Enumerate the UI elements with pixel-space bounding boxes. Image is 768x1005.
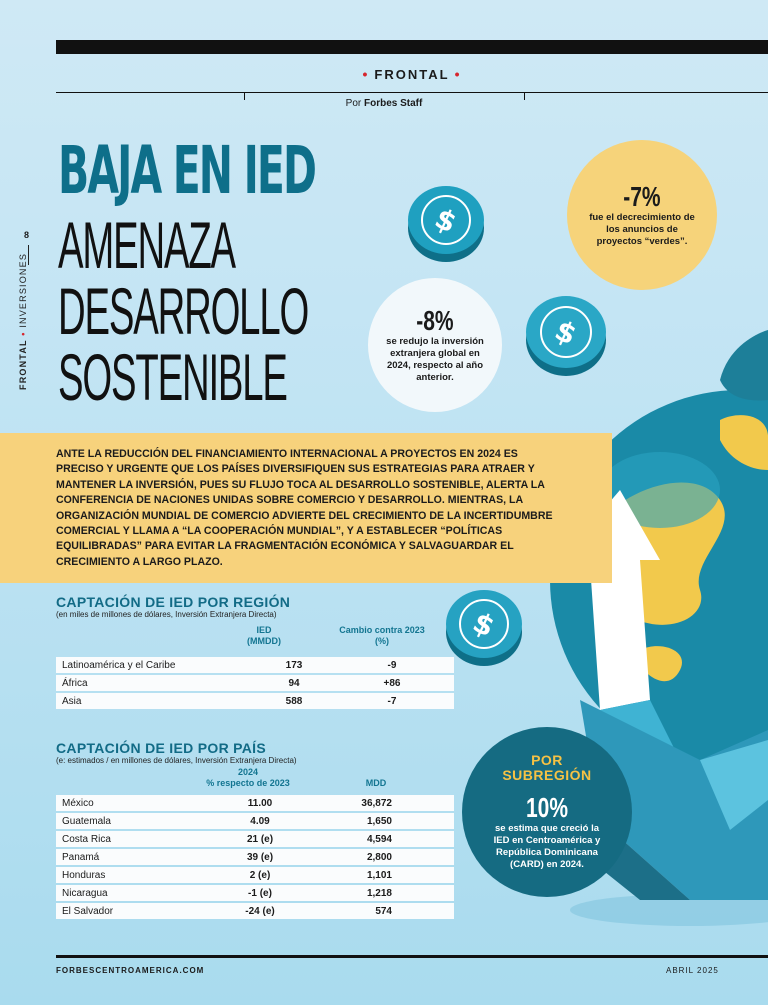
country-table: [56, 793, 454, 921]
dollar-coin-icon: [526, 296, 606, 376]
table-row: Panamá 39 (e) 2,800: [56, 849, 454, 865]
stat-bubble-global: [368, 278, 502, 412]
country-table-section: [56, 740, 456, 921]
table-row: Guatemala 4.09 1,650: [56, 813, 454, 829]
stat-text: fue el decrecimiento de los anuncios de proyectos “verdes”.: [589, 212, 695, 247]
country-table-title: CAPTACIÓN DE IED POR PAÍS: [56, 740, 267, 756]
stat-bubble-green-projects: [567, 140, 717, 290]
red-dot-icon: •: [454, 66, 462, 82]
page-number-divider: [28, 245, 29, 265]
region-table-section: [56, 594, 456, 711]
stat-bubble-subregion: POR SUBREGIÓN 10% se estima que creció la IED en Centroamérica y República Dominicana (CARD) en 2024.: [462, 727, 632, 897]
vertical-section-label: FRONTAL • INVERSIONES: [18, 252, 28, 390]
region-table-subtitle: (en miles de millones de dólares, Inversión Extranjera Directa): [56, 610, 277, 619]
table-row: Nicaragua -1 (e) 1,218: [56, 885, 454, 901]
table-row: México 11.00 36,872: [56, 795, 454, 811]
region-table-header: IED (MMDD) Cambio contra 2023 (%): [247, 625, 425, 646]
stat-value: -7%: [623, 181, 661, 212]
dollar-coin-icon: [408, 186, 484, 262]
stat-value: 10%: [525, 792, 569, 823]
table-row: Latinoamérica y el Caribe 173 -9: [56, 657, 454, 673]
red-dot-icon: •: [362, 66, 370, 82]
svg-text:$: $: [467, 605, 500, 644]
stat-text: se redujo la inversión extranjera global en 2024, respecto al año anterior.: [386, 336, 484, 383]
svg-text:$: $: [549, 313, 582, 352]
country-table-header: 2024 % respecto de 2023 MDD: [206, 767, 387, 788]
leaf-icon: [720, 330, 768, 400]
intro-text: ANTE LA REDUCCIÓN DEL FINANCIAMIENTO INTERNACIONAL A PROYECTOS EN 2024 ES PRECISO Y URGENTE QUE LOS PAÍSES DIVERSIFIQUEN SUS ESTRATEGIAS PARA ATRAER Y MANTENER LA INVERSIÓN, PUES SU FLUJO TOCA AL DESARROLLO SOSTENIBLE, ALERTA LA CONFERENCIA DE NACIONES UNIDAS SOBRE COMERCIO Y DESARROLLO. MIENTRAS, LA ORGANIZACIÓN MUNDIAL DE COMERCIO ADVIERTE DEL CRECIMIENTO DE LA INCERTIDUMBRE COMERCIAL Y LLAMA A “LA COOPERACIÓN MUNDIAL”, Y A ESTABLECER “POLÍTICAS EQUILIBRADAS” PARA EVITAR LA FRAGMENTACIÓN ECONÓMICA Y SALVAGUARDAR EL CRECIMIENTO A LARGO PLAZO.: [56, 448, 553, 568]
table-row: El Salvador -24 (e) 574: [56, 903, 454, 919]
headline-secondary: AMENAZA DESARROLLO SOSTENIBLE: [58, 208, 309, 414]
section-heading: [56, 66, 768, 82]
table-row: Costa Rica 21 (e) 4,594: [56, 831, 454, 847]
table-row: Honduras 2 (e) 1,101: [56, 867, 454, 883]
stat-text: se estima que creció la IED en Centroamérica y República Dominicana (CARD) en 2024.: [493, 823, 601, 870]
header-rule: [56, 92, 768, 93]
footer-rule: [56, 955, 768, 958]
region-table-title: CAPTACIÓN DE IED POR REGIÓN: [56, 594, 291, 610]
table-row: Asia 588 -7: [56, 693, 454, 709]
region-table: [56, 655, 454, 711]
section-label: FRONTAL: [374, 67, 450, 82]
stat-value: -8%: [416, 305, 454, 336]
page-number: 8: [24, 230, 30, 240]
byline-author: Forbes Staff: [364, 98, 423, 109]
country-table-subtitle: (e: estimados / en millones de dólares, Inversión Extranjera Directa): [56, 756, 297, 765]
top-bar: [56, 40, 768, 54]
headline-primary: BAJA EN IED: [58, 132, 316, 209]
footer-date: ABRIL 2025: [666, 966, 719, 975]
table-row: África 94 +86: [56, 675, 454, 691]
svg-text:$: $: [429, 201, 462, 240]
dollar-coin-icon: [446, 590, 522, 666]
footer-site: FORBESCENTROAMERICA.COM: [56, 966, 205, 975]
byline: Por Forbes Staff: [345, 98, 423, 109]
